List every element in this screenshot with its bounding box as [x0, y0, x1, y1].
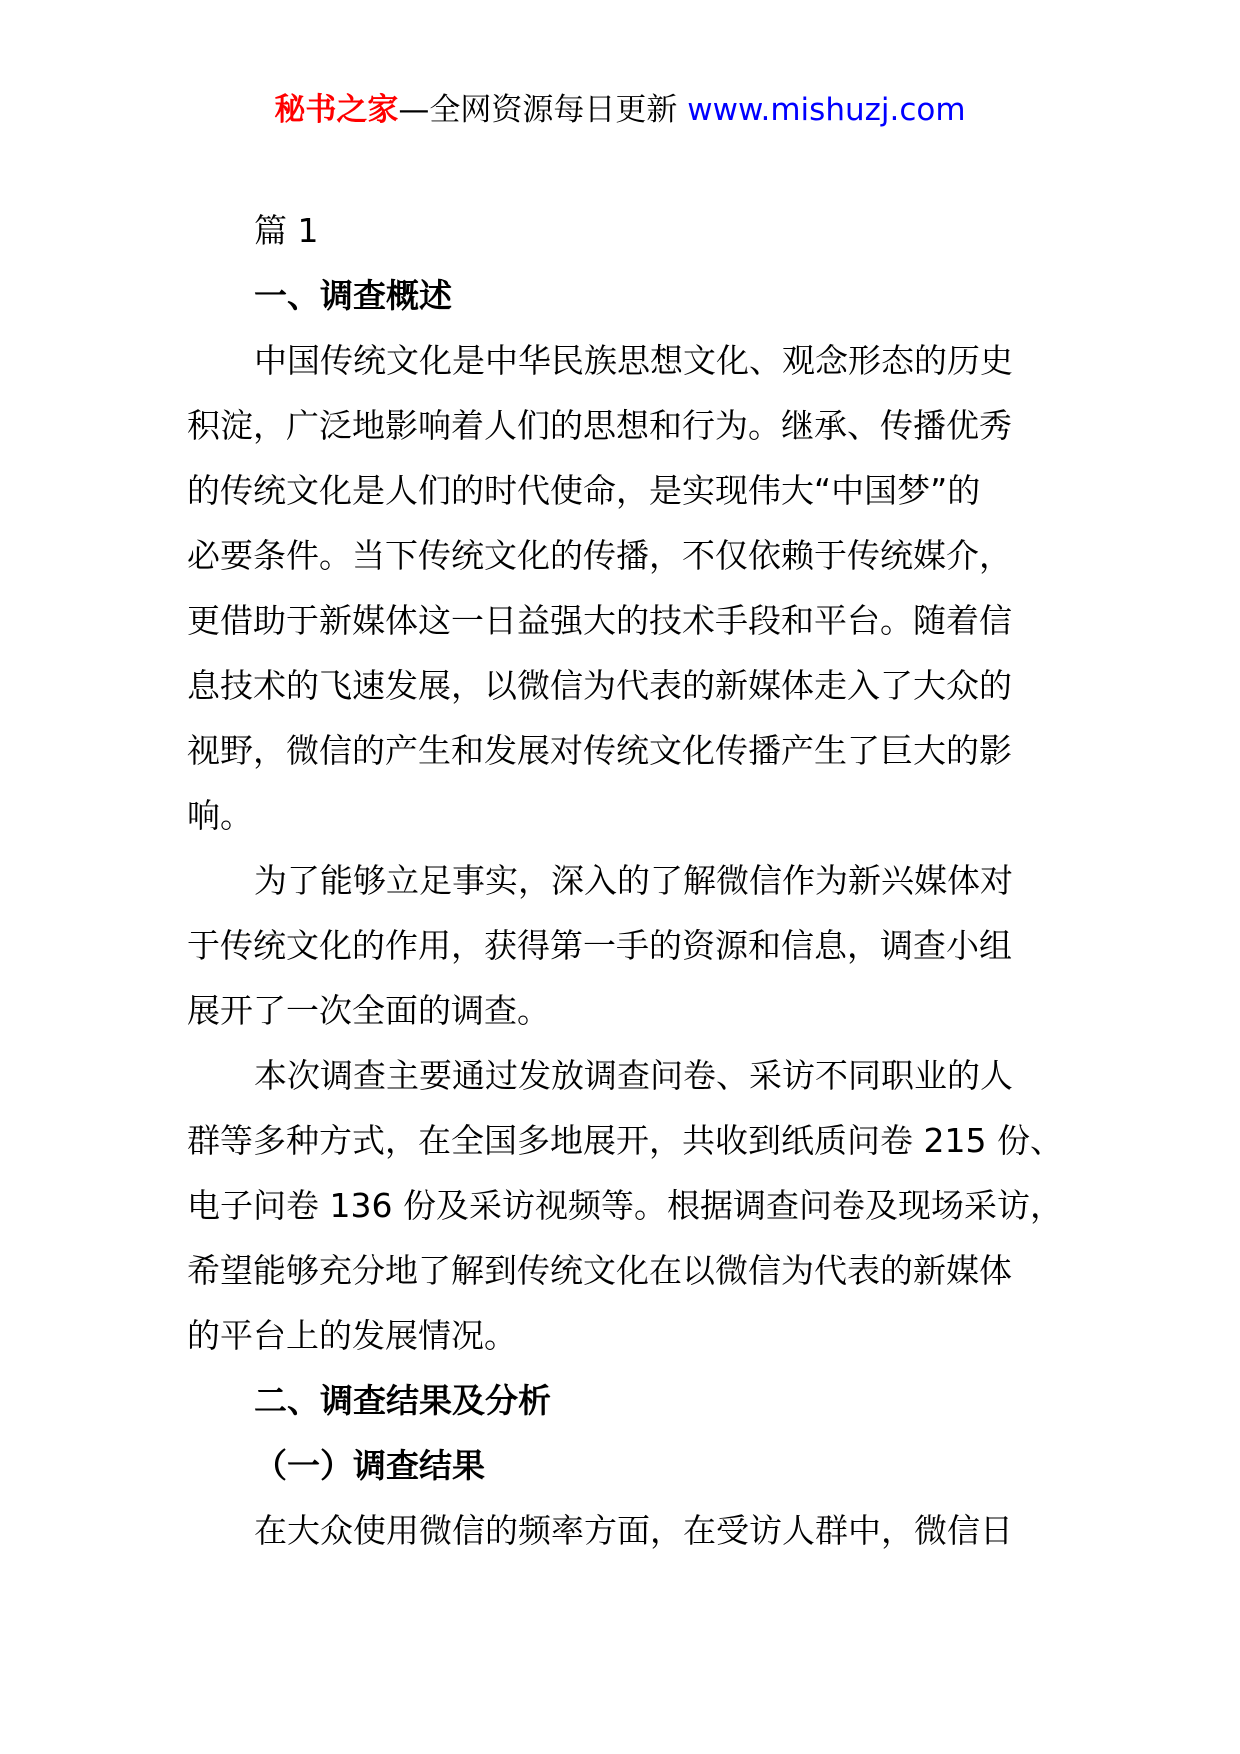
paragraph-line: 的传统文化是人们的时代使命，是实现伟大“中国梦”的 — [187, 471, 981, 510]
paragraph-line: 为了能够立足事实，深入的了解微信作为新兴媒体对 — [254, 861, 1013, 900]
paragraph-line: 息技术的飞速发展，以微信为代表的新媒体走入了大众的 — [187, 666, 1012, 705]
paragraph-line: 电子问卷 136 份及采访视频等。根据调查问卷及现场采访， — [187, 1186, 1063, 1225]
paragraph-line: 视野，微信的产生和发展对传统文化传播产生了巨大的影 — [187, 731, 1012, 770]
heading-results-analysis: 二、调查结果及分析 — [254, 1381, 551, 1420]
paragraph-line: 在大众使用微信的频率方面，在受访人群中，微信日 — [254, 1511, 1013, 1550]
paragraph-line: 更借助于新媒体这一日益强大的技术手段和平台。随着信 — [187, 601, 1012, 640]
paragraph-line: 中国传统文化是中华民族思想文化、观念形态的历史 — [254, 341, 1013, 380]
website-url[interactable]: www.mishuzj.com — [687, 92, 966, 128]
document-body — [187, 198, 1067, 1563]
page-header — [0, 88, 1240, 132]
paragraph-line: 群等多种方式，在全国多地展开，共收到纸质问卷 215 份、 — [187, 1121, 1063, 1160]
subheading-results: （一）调查结果 — [254, 1446, 485, 1485]
paragraph-line: 的平台上的发展情况。 — [187, 1316, 517, 1355]
section-label: 篇 1 — [254, 211, 319, 250]
paragraph-line: 展开了一次全面的调查。 — [187, 991, 550, 1030]
paragraph-line: 于传统文化的作用，获得第一手的资源和信息，调查小组 — [187, 926, 1012, 965]
heading-overview: 一、调查概述 — [254, 276, 452, 315]
brand-name: 秘书之家 — [274, 92, 399, 128]
paragraph-line: 必要条件。当下传统文化的传播，不仅依赖于传统媒介， — [187, 536, 1012, 575]
paragraph-line: 本次调查主要通过发放调查问卷、采访不同职业的人 — [254, 1056, 1013, 1095]
header-tagline: —全网资源每日更新 — [398, 92, 688, 128]
paragraph-line: 响。 — [187, 796, 253, 835]
paragraph-line: 积淀，广泛地影响着人们的思想和行为。继承、传播优秀 — [187, 406, 1012, 445]
paragraph-line: 希望能够充分地了解到传统文化在以微信为代表的新媒体 — [187, 1251, 1012, 1290]
